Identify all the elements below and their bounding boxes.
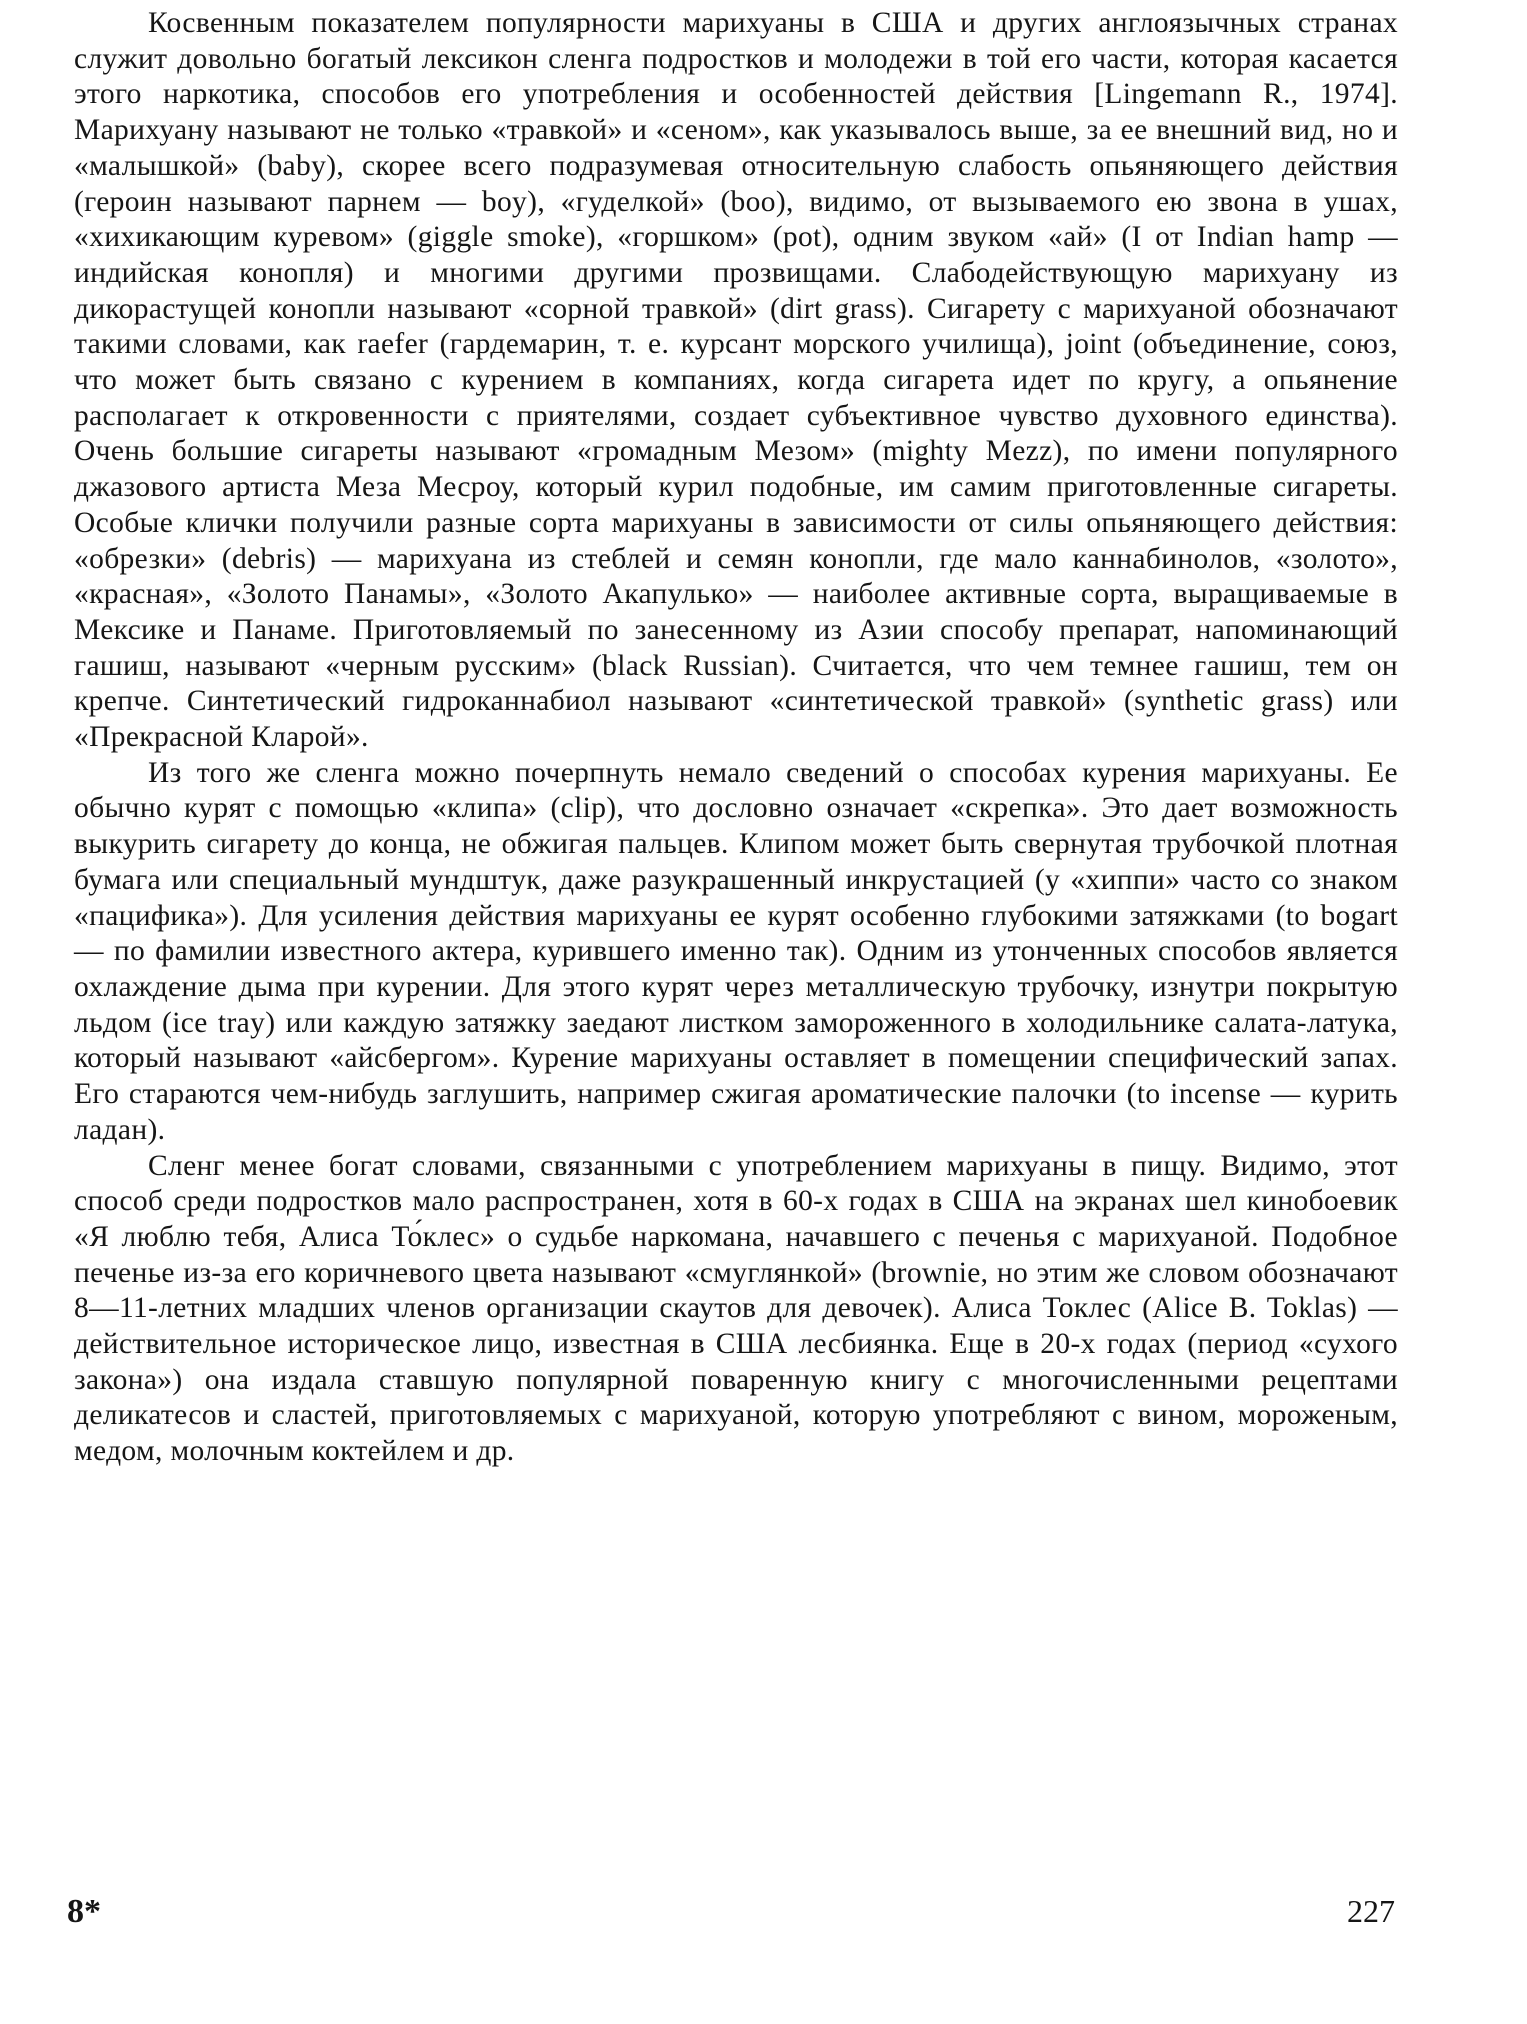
paragraph-3: Сленг менее богат словами, связанными с употреблением марихуаны в пищу. Видимо, этот способ среди подростков мало распространен, хотя в 60-х годах в США на экранах шел кинобоевик «Я люблю тебя, Алиса То́клес» о судьбе наркомана, начавшего с печенья с марихуаной. Подобное печенье из-за его коричневого цвета называют «смуглянкой» (brownie, но этим же словом обозначают 8—11-летних младших членов организации скаутов для девочек). Алиса Токлес (Alice B. Toklas) — действительное историческое лицо, известная в США лесбиянка. Еще в 20-х годах (период «сухого закона») она издала ставшую популярной поваренную книгу с многочисленными рецептами деликатесов и сластей, приготовляемых с марихуаной, которую употребляют с вином, мороженым, медом, молочным коктейлем и др. [74, 1149, 1398, 1468]
paragraph-2: Из того же сленга можно почерпнуть немало сведений о способах курения марихуаны. Ее обычно курят с помощью «клипа» (clip), что дословно означает «скрепка». Это дает возможность выкурить сигарету до конца, не обжигая пальцев. Клипом может быть свернутая трубочкой плотная бумага или специальный мундштук, даже разукрашенный инкрустацией (у «хиппи» часто со знаком «пацифика»). Для усиления действия марихуаны ее курят особенно глубокими затяжками (to bogart — по фамилии известного актера, курившего именно так). Одним из утонченных способов является охлаждение дыма при курении. Для этого курят через металлическую трубочку, изнутри покрытую льдом (ice tray) или каждую затяжку заедают листком замороженного в холодильнике салата-латука, который называют «айсбергом». Курение марихуаны оставляет в помещении специфический запах. Его стараются чем-нибудь заглушить, например сжигая ароматические палочки (to incense — курить ладан). [74, 756, 1398, 1146]
page-number: 227 [1347, 1893, 1395, 1929]
paragraph-1: Косвенным показателем популярности марихуаны в США и других англоязычных странах служит довольно богатый лексикон сленга подростков и молодежи в той его части, которая касается этого наркотика, способов его употребления и особенностей действия [Lingemann R., 1974]. Марихуану называют не только «травкой» и «сеном», как указывалось выше, за ее внешний вид, но и «малышкой» (baby), скорее всего подразумевая относительную слабость опьяняющего действия (героин называют парнем — boy), «гуделкой» (boo), видимо, от вызываемого ею звона в ушах, «хихикающим куревом» (giggle smoke), «горшком» (pot), одним звуком «ай» (I от Indian hamp — индийская конопля) и многими другими прозвищами. Слабодействующую марихуану из дикорастущей конопли называют «сорной травкой» (dirt grass). Сигарету с марихуаной обозначают такими словами, как raefer (гардемарин, т. е. курсант морского училища), joint (объединение, союз, что может быть связано с курением в компаниях, когда сигарета идет по кругу, а опьянение располагает к откровенности с приятелями, создает субъективное чувство духовного единства). Очень большие сигареты называют «громадным Мезом» (mighty Mezz), по имени популярного джазового артиста Меза Месроу, который курил подобные, им самим приготовленные сигареты. Особые клички получили разные сорта марихуаны в зависимости от силы опьяняющего действия: «обрезки» (debris) — марихуана из стеблей и семян конопли, где мало каннабинолов, «золото», «красная», «Золото Панамы», «Золото Акапулько» — наиболее активные сорта, выращиваемые в Мексике и Панаме. Приготовляемый по занесенному из Азии способу препарат, напоминающий гашиш, называют «черным русским» (black Russian). Считается, что чем темнее гашиш, тем он крепче. Синтетический гидроканнабиол называют «синтетической травкой» (synthetic grass) или «Прекрасной Кларой». [74, 7, 1398, 754]
signature-mark: 8* [67, 1893, 101, 1930]
body-text [74, 6, 1398, 1470]
